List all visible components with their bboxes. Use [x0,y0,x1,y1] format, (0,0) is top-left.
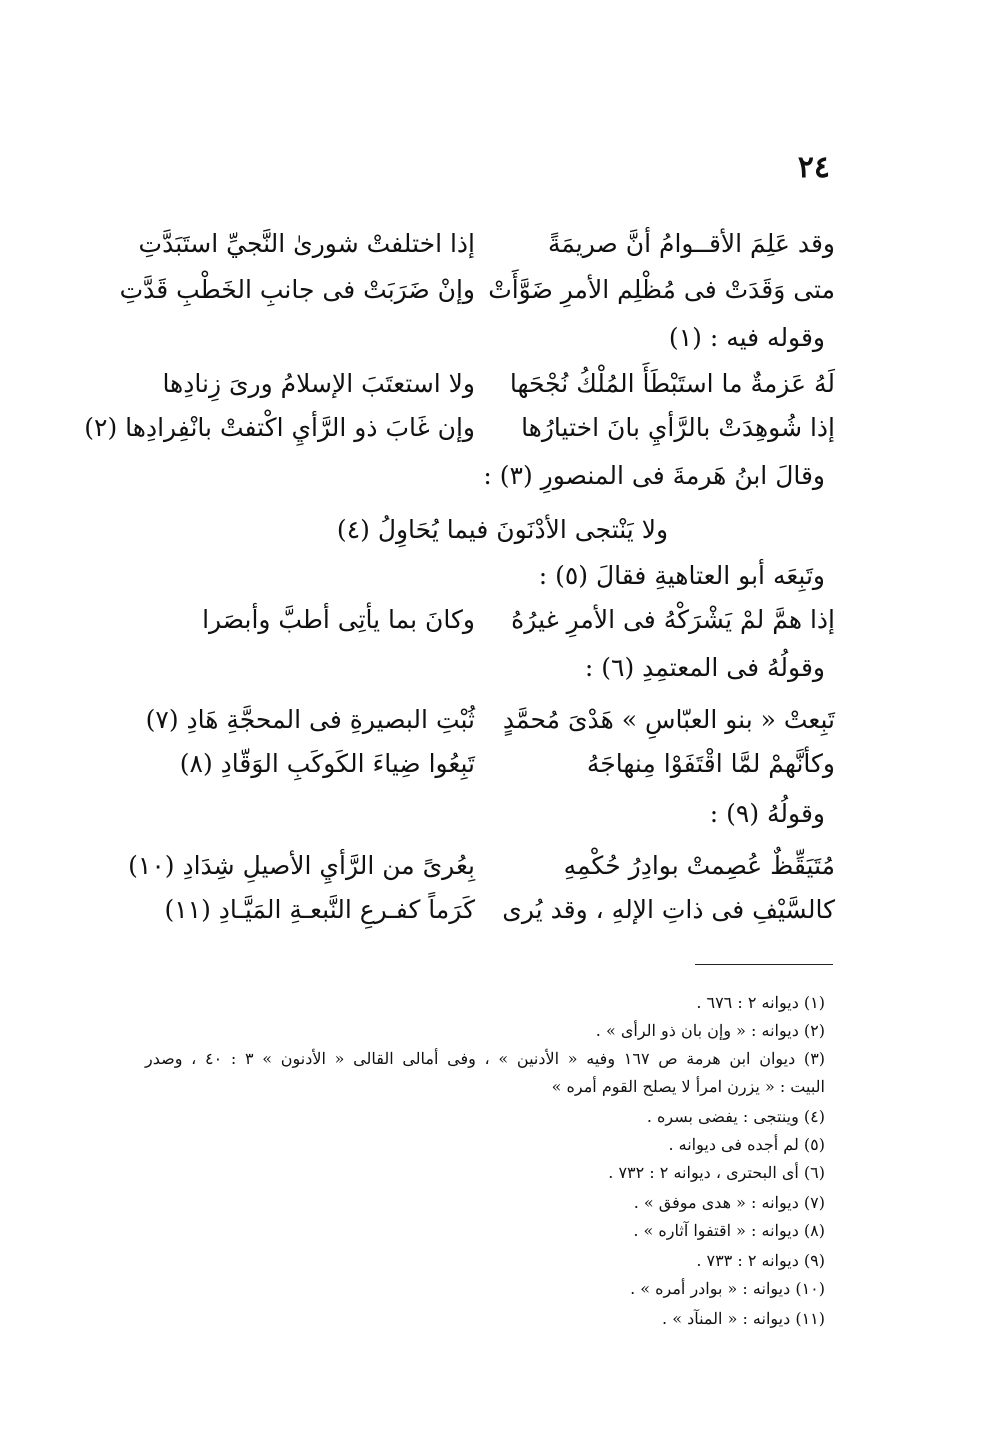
verse-first-hemistich: مُتَيَقِّظٌ عُصِمتْ بوادِرُ حُكْمِهِ [563,851,835,880]
intro-line: وتَبِعَه أبو العتاهيةِ فقالَ (٥) : [538,561,825,590]
verse-second-hemistich: بِعُرىً من الرَّأيِ الأصيلِ شِدَادِ (١٠) [128,851,475,880]
footnote: (٥) لم أجده فى ديوانه . [668,1135,825,1154]
footnote: (٩) ديوانه ٢ : ٧٣٣ . [696,1251,825,1270]
verse-second-hemistich: تَبِعُوا ضِياءَ الكَوكَبِ الوَقّادِ (٨) [179,749,475,778]
verse-second-hemistich: كَرَماً كفـرعِ النَّبعـةِ المَيَّـادِ (١١) [164,895,475,924]
verse-line [119,268,835,312]
footnote: (٦) أى البحترى ، ديوانه ٢ : ٧٣٢ . [608,1163,825,1182]
verse-first-hemistich: لَهُ عَزمةٌ ما استَبْطَأَ المُلْكُ نُجْحَها [509,369,835,398]
verse-single-hemistich: ولا يَنْتجى الأدْنَونَ فيما يُحَاوِلُ (٤) [336,515,669,544]
footnote-separator [695,964,833,965]
footnote: (٣) ديوان ابن هرمة ص ١٦٧ وفيه « الأدنين » ، وفى أمالى القالى « الأدنون » ٣ : ٤٠ ، وصدر [145,1049,826,1068]
verse-first-hemistich: وكأنَّهمْ لمَّا اقْتَفَوْا مِنهاجَهُ [586,749,835,778]
footnote: (٢) ديوانه : « وإن بان ذو الرأى » . [595,1021,825,1040]
verse-second-hemistich: ولا استعتَبَ الإسلامُ ورىَ زِنادِها [162,369,475,398]
intro-line: وقالَ ابنُ هَرمةَ فى المنصورِ (٣) : [483,461,825,490]
verse-line [84,406,835,450]
verse-first-hemistich: إذا همَّ لمْ يَشْرَكْهُ فى الأمرِ غيرُهُ [511,605,835,634]
verse-second-hemistich: وكانَ بما يأتِى أطبَّ وأبصَرا [202,605,475,634]
footnote: (١) ديوانه ٢ : ٦٧٦ . [696,993,825,1012]
intro-line: وقوله فيه : (١) [668,323,825,352]
footnote: (٧) ديوانه : « هدى موفق » . [633,1193,825,1212]
verse-line [135,698,835,742]
verse-first-hemistich: وقد عَلِمَ الأقــوامُ أنَّ صريمَةً [547,229,835,258]
footnote: (٤) وينتجى : يفضى بسره . [646,1107,825,1126]
intro-line: وقولُهُ فى المعتمِدِ (٦) : [584,653,825,682]
intro-line: وقولُهُ (٩) : [709,799,825,828]
verse-line [135,362,835,406]
verse-second-hemistich: ثُبْتِ البصيرةِ فى المحجَّةِ هَادِ (٧) [145,705,475,734]
footnote-continuation: البيت : « يزرن امرأ لا يصلح القوم أمره » [551,1077,825,1096]
footnote: (٨) ديوانه : « اقتفوا آثاره » . [633,1221,825,1240]
verse-second-hemistich: إذا اختلفتْ شورىٰ النَّجيِّ استَبَدَّتِ [138,229,475,258]
verse-first-hemistich: تَبِعتْ « بنو العبّاسِ » هَدْىَ مُحمَّدٍ [502,705,835,734]
footnote: (١١) ديوانه : « المنآد » . [662,1309,825,1328]
verse-second-hemistich: وإنْ ضَرَبَتْ فى جانبِ الخَطْبِ قَدَّتِ [119,275,475,304]
verse-line [135,222,835,266]
verse-first-hemistich: متى وَقَدَتْ فى مُظْلِم الأمرِ ضَوَّأَتْ [488,275,835,304]
verse-line [128,844,835,888]
verse-line [135,888,835,932]
verse-line [135,598,835,642]
footnote: (١٠) ديوانه : « بوادر أمره » . [630,1279,825,1298]
page-number: ٢٤ [797,150,830,185]
verse-first-hemistich: إذا شُوهِدَتْ بالرَّأيِ بانَ اختيارُها [521,413,835,442]
verse-first-hemistich: كالسَّيْفِ فى ذاتِ الإلهِ ، وقد يُرى [502,895,835,924]
verse-line [135,742,835,786]
verse-second-hemistich: وإن غَابَ ذو الرَّأيِ اكْتفتْ بانْفِرادِها (٢) [84,413,475,442]
